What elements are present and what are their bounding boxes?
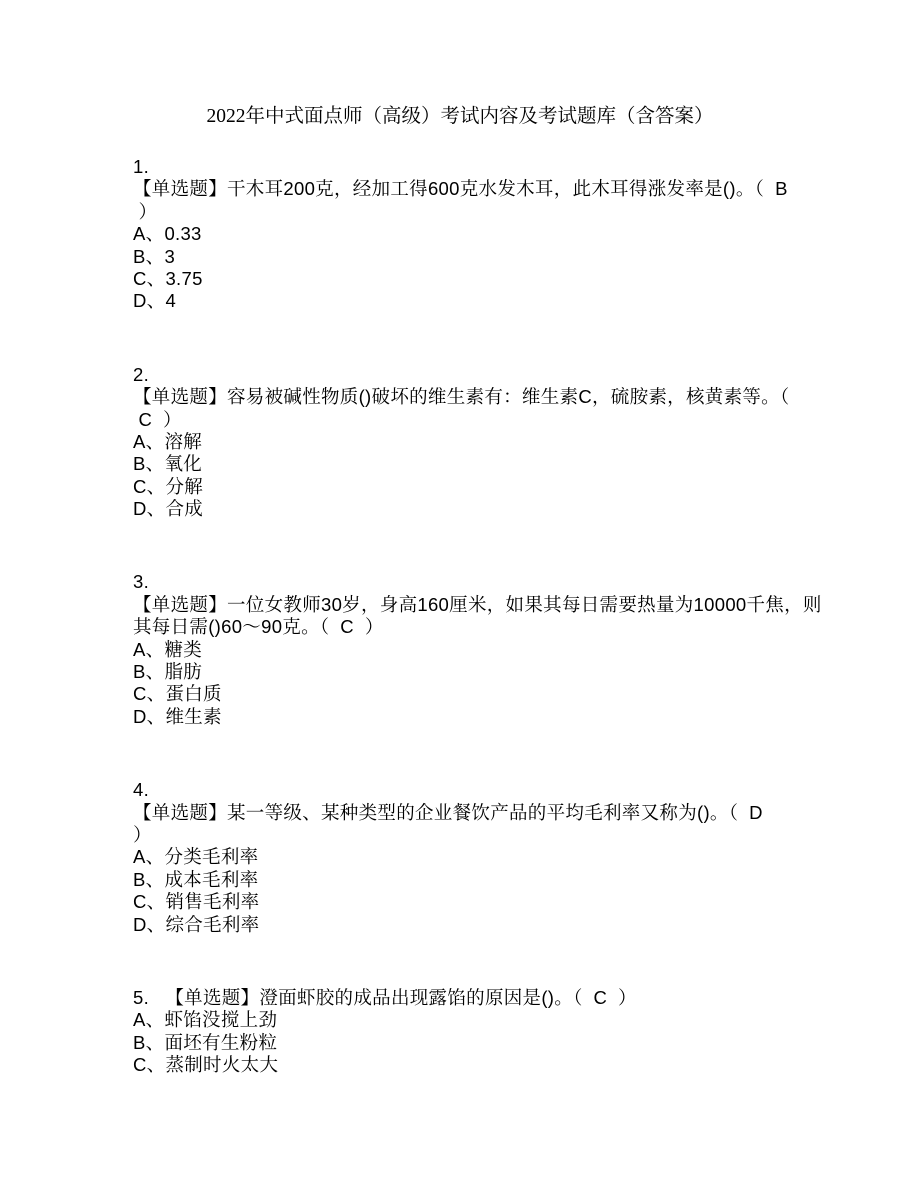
question-4-stem-line: ）	[133, 823, 152, 845]
question-5-option-b: B、面坯有生粉粒	[133, 1031, 278, 1053]
question-1-option-c: C、3.75	[133, 267, 203, 289]
question-1-option-d: D、4	[133, 290, 177, 312]
question-5-stem-line: 5. 【单选题】澄面虾胶的成品出现露馅的原因是()。（ C ）	[133, 986, 637, 1008]
question-2-stem-line: 【单选题】容易被碱性物质()破坏的维生素有：维生素C，硫胺素，核黄素等。（	[133, 386, 790, 408]
question-2-option-d: D、合成	[133, 498, 204, 520]
question-1-stem-line: ）	[133, 200, 158, 222]
question-4-option-b: B、成本毛利率	[133, 868, 259, 890]
question-4	[133, 779, 893, 936]
question-1-stem-line: 【单选题】干木耳200克，经加工得600克水发木耳，此木耳得涨发率是()。（ B	[133, 178, 788, 200]
question-2	[133, 364, 893, 521]
question-4-option-a: A、分类毛利率	[133, 846, 259, 868]
question-1-number: 1.	[133, 156, 150, 177]
question-5	[133, 987, 893, 1077]
question-1-option-b: B、3	[133, 245, 176, 267]
question-5-option-a: A、虾馅没搅上劲	[133, 1009, 278, 1031]
question-2-number: 2.	[133, 363, 150, 385]
question-3-option-b: B、脂肪	[133, 661, 203, 683]
question-2-stem-line: C ）	[133, 408, 182, 430]
question-4-number: 4.	[133, 779, 150, 801]
document-title: 2022年中式面点师（高级）考试内容及考试题库（含答案）	[206, 106, 714, 127]
question-1	[133, 156, 893, 313]
question-3-option-d: D、维生素	[133, 705, 222, 727]
question-1-option-a: A、0.33	[133, 223, 202, 245]
question-2-option-c: C、分解	[133, 475, 204, 497]
question-2-option-a: A、溶解	[133, 430, 203, 452]
exam-content	[133, 156, 893, 1077]
question-5-option-c: C、蒸制时火太大	[133, 1054, 279, 1076]
question-3-stem-line: 其每日需()60～90克。（ C ）	[133, 616, 384, 638]
question-3-option-a: A、糖类	[133, 638, 203, 660]
question-4-option-d: D、综合毛利率	[133, 913, 260, 935]
question-4-option-c: C、销售毛利率	[133, 891, 260, 913]
question-4-stem-line: 【单选题】某一等级、某种类型的企业餐饮产品的平均毛利率又称为()。（ D	[133, 801, 763, 823]
question-2-option-b: B、氧化	[133, 453, 203, 475]
question-3-stem-line: 【单选题】一位女教师30岁，身高160厘米，如果其每日需要热量为10000千焦，则	[133, 593, 822, 615]
question-3-option-c: C、蛋白质	[133, 683, 222, 705]
question-3	[133, 571, 893, 728]
question-3-number: 3.	[133, 571, 150, 593]
